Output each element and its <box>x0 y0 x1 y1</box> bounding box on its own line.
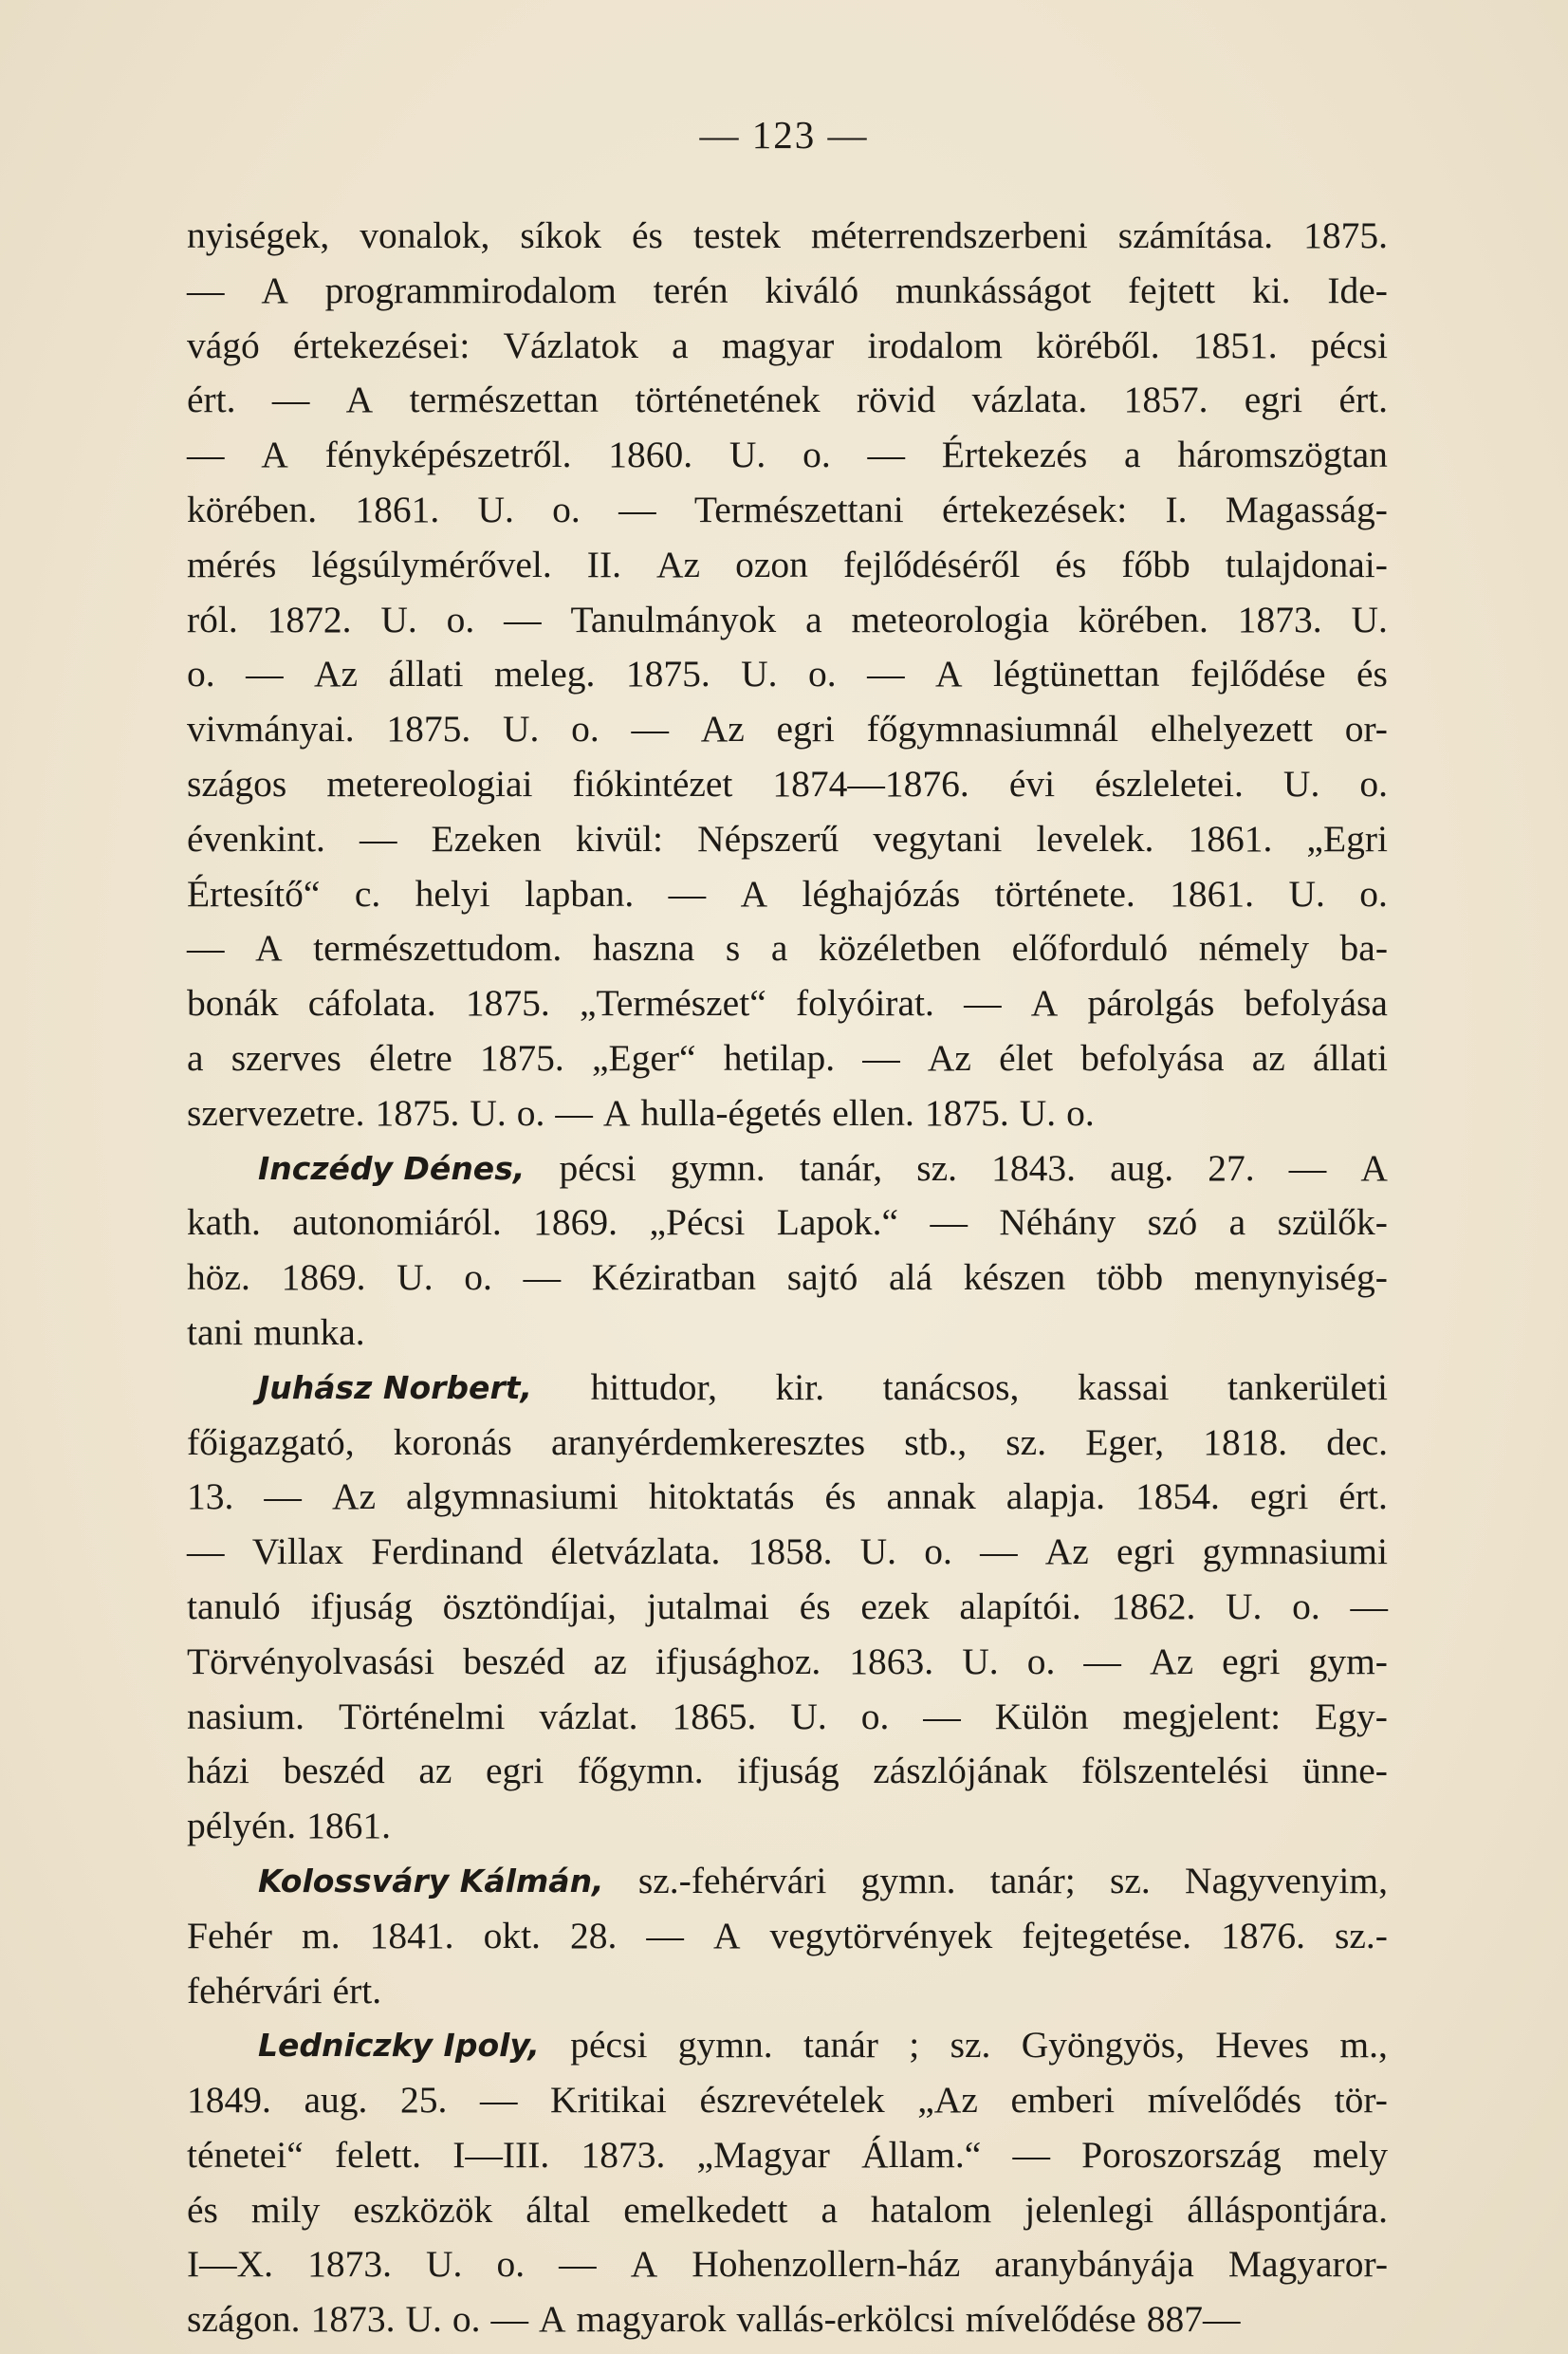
text-line: ténetei“ felett. I—III. 1873. „Magyar Állam.“ — Poroszország mely <box>187 2133 1388 2176</box>
text-line: Juhász Norbert, hittudor, kir. tanácsos, kassai tankerületi <box>187 1361 1388 1416</box>
text-line: 1849. aug. 25. — Kritikai észrevételek „Az emberi mívelődés tör- <box>187 2079 1388 2122</box>
author-name: Inczédy Dénes, <box>258 1149 526 1187</box>
text-line: pélyén. 1861. <box>187 1805 392 1847</box>
text-line: bonák cáfolata. 1875. „Természet“ folyóirat. — A párolgás befolyása <box>187 982 1388 1025</box>
text-line: Kolossváry Kálmán, sz.-fehérvári gymn. tanár; sz. Nagyvenyim, <box>187 1854 1388 1909</box>
text-line: évenkint. — Ezeken kivül: Népszerű vegytani levelek. 1861. „Egri <box>187 817 1388 860</box>
text-line: vivmányai. 1875. U. o. — Az egri főgymnasiumnál elhelyezett or- <box>187 708 1388 751</box>
text-line: o. — Az állati meleg. 1875. U. o. — A légtünettan fejlődése és <box>187 653 1388 695</box>
page-body-text <box>187 209 1388 2347</box>
text-line: vágó értekezései: Vázlatok a magyar irodalom köréből. 1851. pécsi <box>187 324 1388 366</box>
text-line: nasium. Történelmi vázlat. 1865. U. o. — Külön megjelent: Egy- <box>187 1695 1388 1737</box>
text-line: I—X. 1873. U. o. — A Hohenzollern-ház aranybányája Magyaror- <box>187 2243 1388 2286</box>
text-line: Ledniczky Ipoly, pécsi gymn. tanár ; sz. Gyöngyös, Heves m., <box>187 2018 1388 2073</box>
text-line: Inczédy Dénes, pécsi gymn. tanár, sz. 1843. aug. 27. — A <box>187 1141 1388 1196</box>
text-line: Törvényolvasási beszéd az ifjusághoz. 1863. U. o. — Az egri gym- <box>187 1640 1388 1682</box>
author-name: Juhász Norbert, <box>258 1368 533 1406</box>
text-line: szervezetre. 1875. U. o. — A hulla-égetés ellen. 1875. U. o. <box>187 1091 1095 1134</box>
author-name: Kolossváry Kálmán, <box>258 1862 604 1900</box>
text-line: kath. autonomiáról. 1869. „Pécsi Lapok.“ — Néhány szó a szülők- <box>187 1201 1388 1244</box>
text-line: ról. 1872. U. o. — Tanulmányok a meteorologia körében. 1873. U. <box>187 598 1388 640</box>
text-line: házi beszéd az egri főgymn. ifjuság zászlójának fölszentelési ünne- <box>187 1750 1388 1792</box>
text-line: fehérvári ért. <box>187 1969 382 2011</box>
author-name: Ledniczky Ipoly, <box>258 2027 540 2065</box>
text-line: ért. — A természettan történetének rövid vázlata. 1857. egri ért. <box>187 379 1388 421</box>
bibliography-entry <box>187 209 1388 1141</box>
bibliography-entry <box>187 1854 1388 2018</box>
text-line: főigazgató, koronás aranyérdemkeresztes stb., sz. Eger, 1818. dec. <box>187 1420 1388 1463</box>
bibliography-entry <box>187 2018 1388 2347</box>
text-line: Fehér m. 1841. okt. 28. — A vegytörvények fejtegetése. 1876. sz.- <box>187 1914 1388 1956</box>
text-line: szágos metereologiai fiókintézet 1874—1876. évi észleletei. U. o. <box>187 762 1388 805</box>
text-line: szágon. 1873. U. o. — A magyarok vallás-erkölcsi mívelődése 887— <box>187 2298 1241 2341</box>
bibliography-entry <box>187 1141 1388 1361</box>
text-line: nyiségek, vonalok, síkok és testek méterrendszerbeni számítása. 1875. <box>187 214 1388 256</box>
text-line: körében. 1861. U. o. — Természettani értekezések: I. Magasság- <box>187 488 1388 530</box>
page-number: — 123 — <box>699 113 869 157</box>
text-line: Értesítő“ c. helyi lapban. — A léghajózás története. 1861. U. o. <box>187 872 1388 915</box>
text-line: a szerves életre 1875. „Eger“ hetilap. — Az élet befolyása az állati <box>187 1036 1388 1079</box>
bibliography-entry <box>187 1361 1388 1854</box>
text-line: tani munka. <box>187 1310 365 1353</box>
text-line: — A fényképészetről. 1860. U. o. — Értekezés a háromszögtan <box>187 434 1388 476</box>
text-line: — A programmirodalom terén kiváló munkásságot fejtett ki. Ide- <box>187 269 1388 311</box>
text-line: — Villax Ferdinand életvázlata. 1858. U. o. — Az egri gymnasiumi <box>187 1530 1388 1573</box>
text-line: 13. — Az algymnasiumi hitoktatás és annak alapja. 1854. egri ért. <box>187 1475 1388 1518</box>
text-line: tanuló ifjuság ösztöndíjai, jutalmai és ezek alapítói. 1862. U. o. — <box>187 1585 1388 1627</box>
text-line: — A természettudom. haszna s a közéletben előforduló némely ba- <box>187 927 1388 970</box>
text-line: mérés légsúlymérővel. II. Az ozon fejlődéséről és főbb tulajdonai- <box>187 543 1388 585</box>
text-line: höz. 1869. U. o. — Kéziratban sajtó alá készen több menynyiség- <box>187 1256 1388 1299</box>
text-line: és mily eszközök által emelkedett a hatalom jelenlegi álláspontjára. <box>187 2188 1388 2231</box>
